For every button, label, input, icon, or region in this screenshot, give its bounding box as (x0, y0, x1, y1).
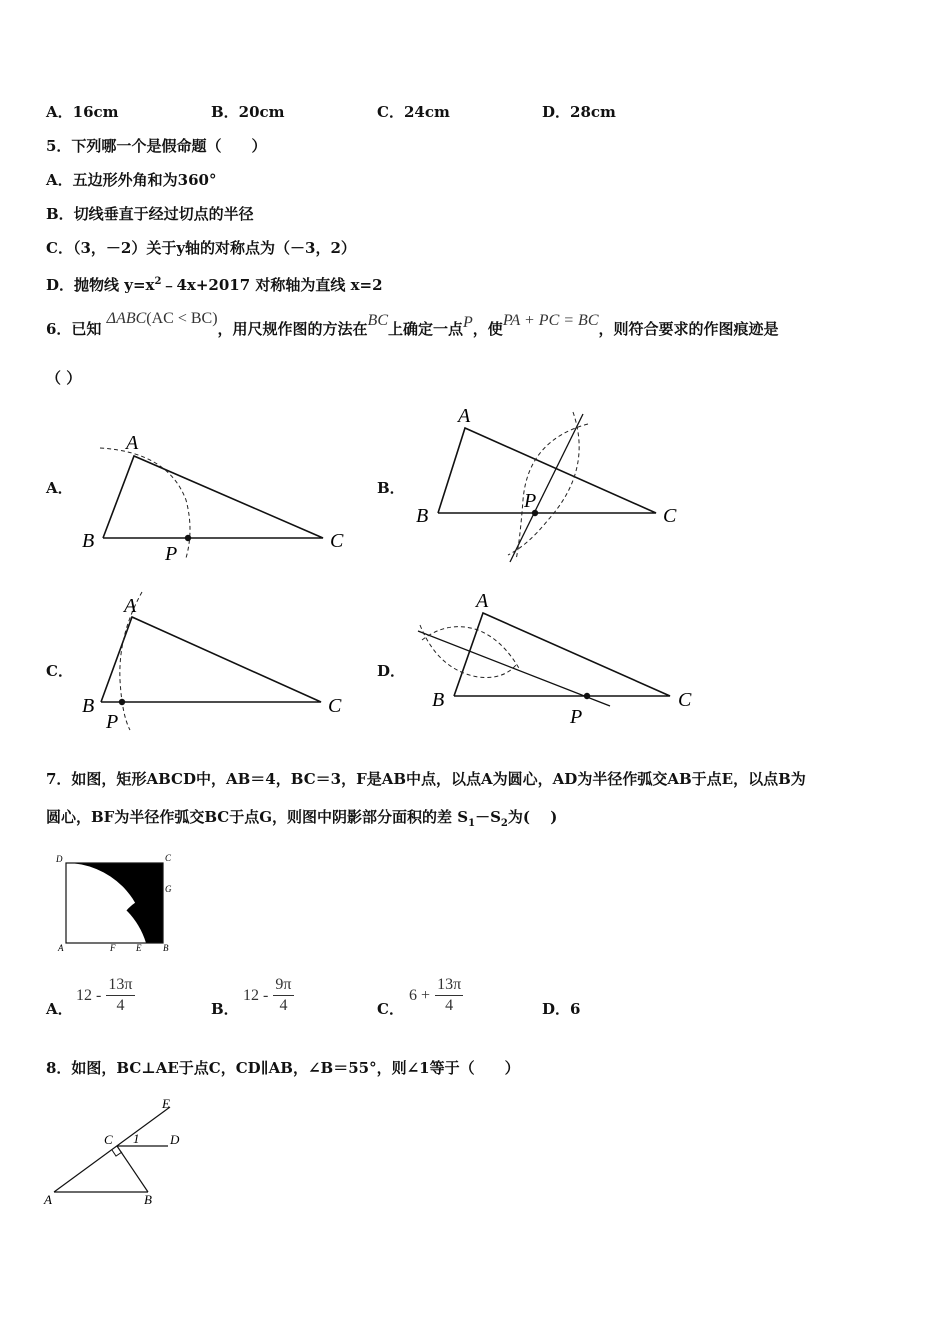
q4-option-c: C．24cm (377, 103, 450, 121)
q7-b-pre: 12 - (243, 987, 269, 1004)
q7-sub1: 1 (468, 818, 476, 829)
q7-option-a (76, 975, 135, 1016)
q6-option-d-label: D． (377, 662, 406, 680)
q7-b-den: 4 (279, 997, 288, 1014)
q6-math-cond: (AC < BC) (146, 310, 218, 327)
q8-label-e: E (162, 1096, 170, 1111)
q5-d-sup: 2 (154, 276, 162, 287)
q8-figure (40, 1095, 200, 1210)
q7-a-den: 4 (116, 997, 125, 1014)
q6c-label-b: B (82, 695, 95, 717)
q6-option-b-label: B． (377, 479, 405, 497)
q7-a-num: 13π (106, 975, 134, 996)
q6a-label-p: P (165, 543, 178, 565)
q8-stem: 8．如图，BC⊥AE于点C，CD∥AB，∠B＝55°，则∠1等于（ ） (46, 1059, 520, 1077)
q6b-label-b: B (416, 505, 429, 527)
q5-stem: 5．下列哪一个是假命题（ ） (46, 137, 267, 155)
q6-figure-a (78, 420, 368, 570)
q6-math-eq: PA + PC = BC (502, 312, 599, 329)
q6-text2: 上确定一点 (388, 320, 464, 338)
q6-num: 6．已知 (46, 320, 102, 338)
q6b-label-a: A (458, 405, 471, 427)
q6-stem (46, 310, 779, 341)
q7-label-d: D (56, 854, 63, 864)
q5-option-b: B．切线垂直于经过切点的半径 (46, 205, 254, 223)
q6d-label-b: B (432, 689, 445, 711)
q7-option-b-label: B． (211, 1000, 239, 1018)
q6-paren: （ ） (46, 369, 82, 387)
q7-line2-mid: －S (475, 808, 501, 826)
q6d-label-p: P (570, 706, 583, 728)
q7-line1: 7．如图，矩形ABCD中，AB＝4，BC＝3，F是AB中点，以点A为圆心，AD为半径作弧交AB于点E，以点B为 (46, 770, 806, 788)
q6-option-c-label: C． (46, 662, 73, 680)
q7-option-d: D．6 (542, 1000, 581, 1018)
q4-option-a: A．16cm (46, 103, 119, 121)
q7-label-f: F (110, 943, 116, 953)
q4-option-b: B．20cm (211, 103, 285, 121)
q7-line2-pre: 圆心，BF为半径作弧交BC于点G，则图中阴影部分面积的差 S (46, 808, 469, 826)
q7-option-b (243, 975, 294, 1016)
q7-option-a-label: A． (46, 1000, 73, 1018)
q7-c-num: 13π (435, 975, 463, 996)
q7-a-frac (106, 975, 134, 1016)
q8-label-b: B (144, 1192, 152, 1207)
q7-label-c: C (165, 853, 172, 863)
q6-text3: ，使 (472, 320, 503, 338)
q5-d-prefix: D．抛物线 y=x (46, 276, 155, 294)
q7-a-pre: 12 - (76, 987, 102, 1004)
q6c-label-c: C (328, 695, 342, 717)
q6c-label-a: A (124, 595, 137, 617)
q7-line2 (46, 806, 557, 835)
q7-label-b: B (163, 943, 169, 953)
q7-c-den: 4 (445, 997, 454, 1014)
q6-text1: ，用尺规作图的方法在 (217, 320, 368, 338)
q8-label-a: A (44, 1192, 52, 1207)
q7-label-e: E (136, 943, 142, 953)
q7-c-frac (435, 975, 463, 1016)
q7-b-num: 9π (273, 975, 293, 996)
q5-option-d (46, 271, 383, 296)
q6-math-bc: BC (367, 312, 388, 329)
q6-figure-c (78, 590, 368, 735)
q7-c-pre: 6 + (409, 987, 431, 1004)
q6-text4: ，则符合要求的作图痕迹是 (598, 320, 779, 338)
q7-b-frac (273, 975, 293, 1016)
q6-figure-d (408, 585, 708, 735)
q6-math-triangle: ΔABC (106, 310, 147, 327)
q6d-label-c: C (678, 689, 692, 711)
q6a-label-b: B (82, 530, 95, 552)
q6-math-p: P (463, 314, 473, 331)
q7-label-g: G (165, 884, 172, 894)
q7-label-a: A (58, 943, 64, 953)
q8-label-1: 1 (133, 1131, 140, 1146)
q5-option-a: A．五边形外角和为360° (46, 171, 217, 189)
q7-sub2: 2 (500, 818, 508, 829)
q5-option-c: C．（3，－2）关于y轴的对称点为（－3，2） (46, 239, 356, 257)
q6-figure-b (408, 400, 698, 570)
q6b-label-c: C (663, 505, 677, 527)
q8-label-d: D (170, 1132, 180, 1147)
q8-label-c: C (104, 1132, 113, 1147)
q6-option-a-label: A． (46, 479, 73, 497)
q7-line2-post: 为( ) (507, 808, 558, 826)
q5-d-suffix: ﹣4x+2017 对称轴为直线 x=2 (161, 276, 383, 294)
q7-figure (52, 850, 182, 955)
q6b-label-p: P (524, 490, 537, 512)
q7-option-c-label: C． (377, 1000, 404, 1018)
q6d-label-a: A (476, 590, 489, 612)
q4-option-d: D．28cm (542, 103, 616, 121)
q7-option-c (409, 975, 463, 1016)
q6c-label-p: P (106, 711, 119, 733)
q6a-label-c: C (330, 530, 344, 552)
q6a-label-a: A (126, 432, 139, 454)
